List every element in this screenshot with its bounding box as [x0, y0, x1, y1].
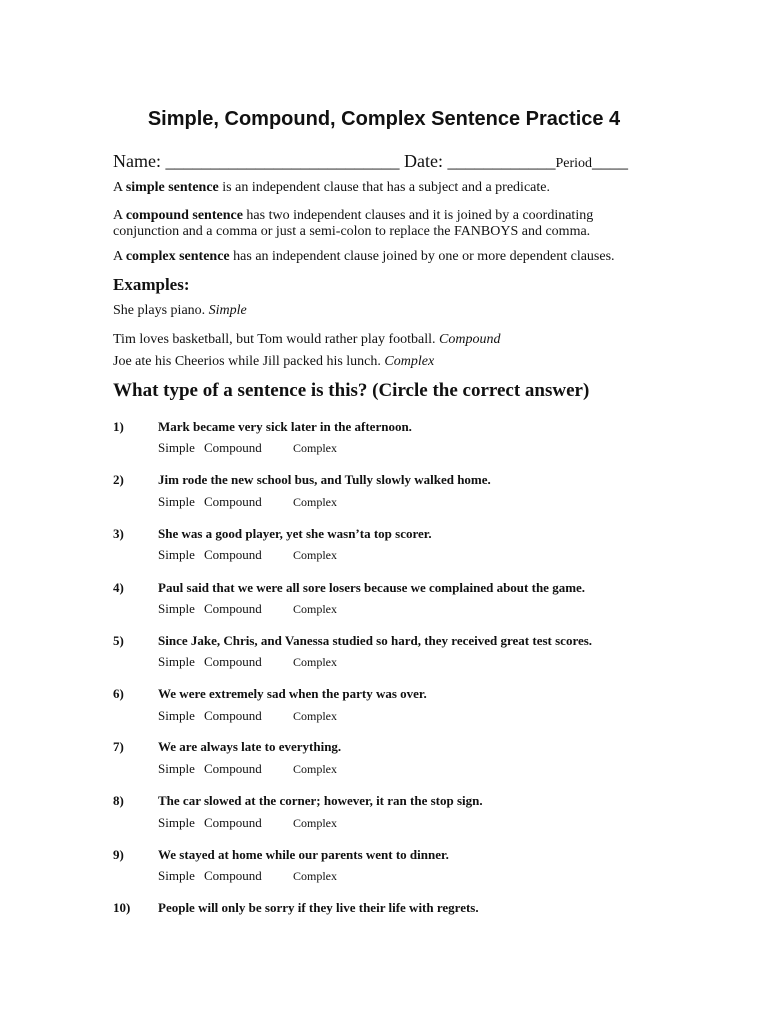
option-simple[interactable]: Simple [158, 761, 195, 776]
question-text: Mark became very sick later in the afternoon. [158, 419, 412, 434]
option-compound[interactable]: Compound [204, 494, 262, 509]
option-simple[interactable]: Simple [158, 708, 195, 723]
option-compound[interactable]: Compound [204, 708, 262, 723]
option-compound[interactable]: Compound [204, 761, 262, 776]
definition-text: is an independent clause that has a subject and a predicate. [218, 180, 550, 195]
period-blank: ____ [592, 151, 629, 171]
question-heading: What type of a sentence is this? (Circle the correct answer) [113, 380, 590, 401]
page-title: Simple, Compound, Complex Sentence Practice 4 [147, 108, 621, 130]
option-complex[interactable]: Complex [293, 548, 337, 562]
example-sentence: Tim loves basketball, but Tom would rather play football. [113, 332, 440, 347]
question-number: 5) [113, 633, 124, 648]
option-compound[interactable]: Compound [204, 440, 262, 455]
definition-prefix: A [113, 180, 126, 195]
definition-term: complex sentence [125, 249, 230, 264]
definition-prefix: A [113, 208, 126, 223]
question-text: People will only be sorry if they live their life with regrets. [158, 900, 479, 915]
examples-heading: Examples: [113, 275, 190, 294]
name-blank: __________________________ [165, 151, 400, 171]
question-text: We stayed at home while our parents went to dinner. [158, 847, 449, 862]
option-complex[interactable]: Complex [293, 816, 337, 830]
option-complex[interactable]: Complex [293, 602, 337, 616]
option-simple[interactable]: Simple [158, 494, 195, 509]
option-simple[interactable]: Simple [158, 868, 195, 883]
option-simple[interactable]: Simple [158, 440, 195, 455]
question-number: 1) [113, 419, 124, 434]
definition-compound [113, 208, 653, 240]
question-number: 9) [113, 847, 124, 862]
example-sentence: She plays piano. [113, 303, 209, 318]
definition-term: simple sentence [125, 180, 219, 195]
date-blank: ____________ [447, 151, 556, 171]
name-label: Name: [113, 151, 161, 171]
example-type: Complex [384, 354, 435, 369]
question-text: She was a good player, yet she wasn’ta top scorer. [158, 526, 432, 541]
example-complex [113, 354, 434, 370]
option-complex[interactable]: Complex [293, 869, 337, 883]
option-simple[interactable]: Simple [158, 815, 195, 830]
option-compound[interactable]: Compound [204, 654, 262, 669]
definition-complex [113, 249, 673, 265]
question-text: Since Jake, Chris, and Vanessa studied so hard, they received great test scores. [158, 633, 593, 648]
name-date-period-line [113, 151, 628, 172]
definition-term: compound sentence [125, 208, 243, 223]
option-compound[interactable]: Compound [204, 601, 262, 616]
option-simple[interactable]: Simple [158, 547, 195, 562]
example-simple [113, 303, 247, 319]
definition-prefix: A [113, 249, 126, 264]
question-number: 10) [113, 900, 131, 915]
option-compound[interactable]: Compound [204, 815, 262, 830]
question-text: Jim rode the new school bus, and Tully slowly walked home. [158, 472, 491, 487]
example-type: Simple [208, 303, 247, 318]
option-complex[interactable]: Complex [293, 709, 337, 723]
question-number: 3) [113, 526, 124, 541]
period-label: Period [555, 156, 593, 171]
option-complex[interactable]: Complex [293, 441, 337, 455]
question-text: We are always late to everything. [158, 739, 342, 754]
option-complex[interactable]: Complex [293, 655, 337, 669]
question-number: 6) [113, 686, 124, 701]
example-compound [113, 332, 501, 348]
question-text: Paul said that we were all sore losers because we complained about the game. [158, 580, 586, 595]
option-complex[interactable]: Complex [293, 762, 337, 776]
question-text: The car slowed at the corner; however, it ran the stop sign. [158, 793, 483, 808]
question-text: We were extremely sad when the party was over. [158, 686, 427, 701]
option-compound[interactable]: Compound [204, 547, 262, 562]
question-number: 8) [113, 793, 124, 808]
option-simple[interactable]: Simple [158, 601, 195, 616]
example-type: Compound [439, 332, 501, 347]
question-number: 2) [113, 472, 124, 487]
definition-simple [113, 180, 653, 196]
example-sentence: Joe ate his Cheerios while Jill packed his lunch. [113, 354, 385, 369]
date-label: Date: [403, 151, 443, 171]
definition-text: has an independent clause joined by one or more dependent clauses. [229, 249, 615, 264]
question-number: 7) [113, 739, 124, 754]
option-compound[interactable]: Compound [204, 868, 262, 883]
option-complex[interactable]: Complex [293, 495, 337, 509]
definition-text: has two independent clauses and it is joined by a coordinating conjunction and a comma or just a semi-colon to replace the FANBOYS and comma. [113, 208, 594, 239]
question-number: 4) [113, 580, 124, 595]
option-simple[interactable]: Simple [158, 654, 195, 669]
